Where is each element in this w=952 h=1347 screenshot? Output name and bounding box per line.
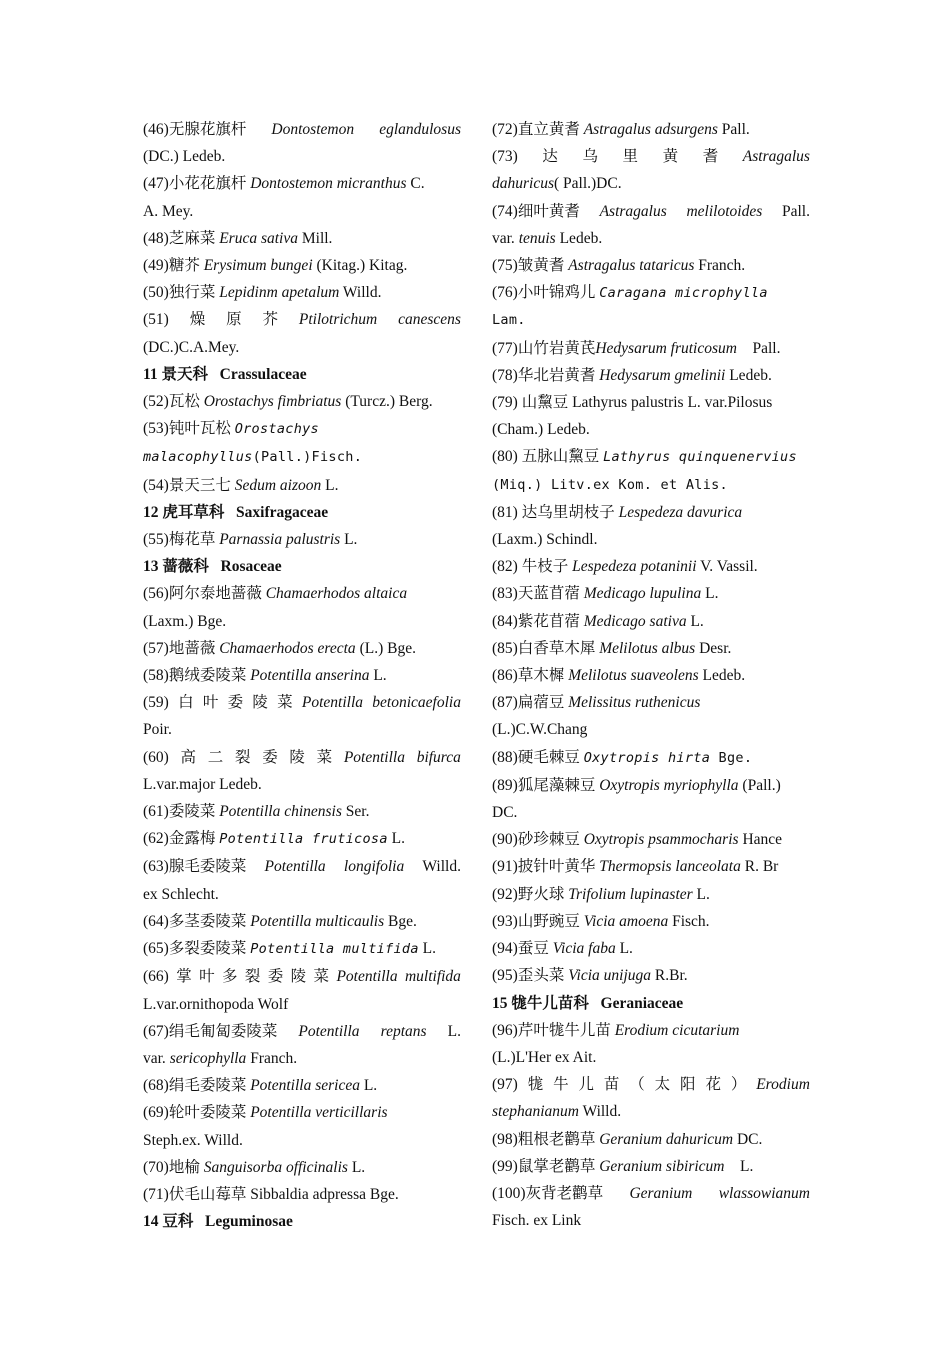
list-item: (52)瓦松 Orostachys fimbriatus (Turcz.) Berg. — [143, 393, 433, 411]
list-item: (57)地蔷薇 Chamaerhodos erecta (L.) Bge. — [143, 639, 416, 657]
list-item: (88)硬毛棘豆 Oxytropis hirta Bge. — [492, 748, 753, 766]
family-heading: 11 景天科 Crassulaceae — [143, 365, 307, 383]
list-item: (60) 高 二 裂 委 陵 菜 Potentilla bifurca — [143, 748, 461, 766]
list-item: (87)扁蓿豆 Melissitus ruthenicus — [492, 694, 701, 712]
list-item: (92)野火球 Trifolium lupinaster L. — [492, 885, 710, 903]
list-item: (50)独行菜 Lepidinm apetalum Willd. — [143, 284, 382, 302]
list-item: (68)绢毛委陵菜 Potentilla sericea L. — [143, 1077, 378, 1095]
list-item: (96)芹叶牻牛儿苗 Erodium cicutarium — [492, 1021, 740, 1039]
left-column — [143, 116, 461, 1235]
list-item-continuation: Steph.ex. Willd. — [143, 1131, 243, 1149]
list-item-continuation: dahuricus( Pall.)DC. — [492, 175, 622, 193]
list-item: (79) 山黧豆 Lathyrus palustris L. var.Pilosus — [492, 394, 773, 412]
list-item: (55)梅花草 Parnassia palustris L. — [143, 531, 358, 549]
list-item: (95)歪头菜 Vicia unijuga R.Br. — [492, 967, 688, 985]
list-item-continuation: (Laxm.) Bge. — [143, 612, 227, 630]
list-item: (56)阿尔泰地蔷薇 Chamaerhodos altaica — [143, 585, 408, 603]
list-item: (81) 达乌里胡枝子 Lespedeza davurica — [492, 503, 743, 521]
list-item-continuation: stephanianum Willd. — [492, 1103, 622, 1121]
list-item: (76)小叶锦鸡儿 Caragana microphylla — [492, 284, 768, 302]
list-item: (91)披针叶黄华 Thermopsis lanceolata R. Br — [492, 858, 779, 876]
family-heading: 12 虎耳草科 Saxifragaceae — [143, 503, 329, 521]
list-item-continuation: A. Mey. — [143, 202, 194, 220]
list-item-continuation: (DC.) Ledeb. — [143, 148, 226, 166]
list-item: (94)蚕豆 Vicia faba L. — [492, 940, 633, 958]
list-item: (86)草木樨 Melilotus suaveolens Ledeb. — [492, 667, 746, 685]
list-item-continuation: (Laxm.) Schindl. — [492, 531, 598, 549]
list-item: (82) 牛枝子 Lespedeza potaninii V. Vassil. — [492, 558, 758, 576]
list-item: (74)细叶黄耆 Astragalus melilotoides Pall. — [492, 202, 810, 220]
list-item-continuation: (Cham.) Ledeb. — [492, 421, 590, 439]
list-item-continuation: malacophyllus(Pall.)Fisch. — [143, 449, 363, 466]
list-item: (78)华北岩黄耆 Hedysarum gmelinii Ledeb. — [492, 366, 772, 384]
list-item: (51) 燥 原 芥 Ptilotrichum canescens — [143, 311, 461, 329]
list-item: (77)山竹岩黄芪Hedysarum fruticosum Pall. — [492, 339, 781, 357]
family-heading: 14 豆科 Leguminosae — [143, 1213, 293, 1231]
list-item: (58)鹅绒委陵菜 Potentilla anserina L. — [143, 667, 387, 685]
right-column — [492, 116, 810, 1234]
list-item: (89)狐尾藻棘豆 Oxytropis myriophylla (Pall.) — [492, 776, 781, 794]
list-item: (59) 白 叶 委 陵 菜 Potentilla betonicaefolia — [143, 694, 461, 712]
list-item: (99)鼠掌老鹳草 Geranium sibiricum L. — [492, 1157, 754, 1175]
list-item: (84)紫花苜蓿 Medicago sativa L. — [492, 612, 704, 630]
list-item-continuation: L.var.major Ledeb. — [143, 775, 262, 793]
list-item: (85)白香草木犀 Melilotus albus Desr. — [492, 639, 732, 657]
list-item: (83)天蓝苜蓿 Medicago lupulina L. — [492, 585, 719, 603]
list-item-continuation: Fisch. ex Link — [492, 1212, 582, 1230]
list-item-continuation: var. tenuis Ledeb. — [492, 229, 603, 247]
list-item-continuation: L.var.ornithopoda Wolf — [143, 995, 289, 1013]
list-item: (63)腺毛委陵菜 Potentilla longifolia Willd. — [143, 858, 461, 876]
list-item: (54)景天三七 Sedum aizoon L. — [143, 476, 339, 494]
list-item: (90)砂珍棘豆 Oxytropis psammocharis Hance — [492, 831, 783, 849]
list-item-continuation: (Miq.) Litv.ex Kom. et Alis. — [492, 476, 728, 493]
list-item: (80) 五脉山黧豆 Lathyrus quinquenervius — [492, 448, 797, 466]
list-item: (47)小花花旗杆 Dontostemon micranthus C. — [143, 175, 425, 193]
list-item-continuation: Lam. — [492, 312, 526, 329]
list-item-continuation: (L.)L'Her ex Ait. — [492, 1048, 597, 1066]
list-item: (72)直立黄耆 Astragalus adsurgens Pall. — [492, 121, 750, 138]
list-item: (48)芝麻菜 Eruca sativa Mill. — [143, 229, 333, 247]
list-item: (97) 牻 牛 儿 苗 （ 太 阳 花 ） Erodium — [492, 1076, 810, 1094]
list-item-continuation: (DC.)C.A.Mey. — [143, 338, 240, 356]
list-item-continuation: DC. — [492, 804, 518, 822]
list-item: (64)多茎委陵菜 Potentilla multicaulis Bge. — [143, 912, 417, 930]
list-item: (70)地榆 Sanguisorba officinalis L. — [143, 1158, 366, 1176]
list-item: (98)粗根老鹳草 Geranium dahuricum DC. — [492, 1130, 763, 1148]
list-item: (75)皱黄耆 Astragalus tataricus Franch. — [492, 257, 746, 275]
list-item-continuation: Poir. — [143, 721, 172, 739]
list-item: (66) 掌 叶 多 裂 委 陵 菜 Potentilla multifida — [143, 968, 461, 986]
list-item: (62)金露梅 Potentilla fruticosa L. — [143, 830, 405, 848]
list-item: (71)伏毛山莓草 Sibbaldia adpressa Bge. — [143, 1185, 399, 1203]
list-item: (73) 达 乌 里 黄 耆 Astragalus — [492, 148, 810, 166]
family-heading: 13 蔷薇科 Rosaceae — [143, 558, 282, 576]
list-item: (93)山野豌豆 Vicia amoena Fisch. — [492, 912, 710, 930]
list-item: (69)轮叶委陵菜 Potentilla verticillaris — [143, 1104, 388, 1122]
list-item-continuation: (L.)C.W.Chang — [492, 721, 588, 739]
list-item: (61)委陵菜 Potentilla chinensis Ser. — [143, 803, 370, 821]
list-item-continuation: var. sericophylla Franch. — [143, 1049, 298, 1067]
list-item: (65)多裂委陵菜 Potentilla multifida L. — [143, 940, 436, 958]
list-item-continuation: ex Schlecht. — [143, 885, 219, 903]
list-item: (46)无腺花旗杆 Dontostemon eglandulosus — [143, 121, 461, 138]
list-item: (49)糖芥 Erysimum bungei (Kitag.) Kitag. — [143, 257, 408, 275]
family-heading: 15 牻牛儿苗科 Geraniaceae — [492, 994, 684, 1012]
list-item: (67)绢毛匍匐委陵菜 Potentilla reptans L. — [143, 1022, 461, 1040]
list-item: (53)钝叶瓦松 Orostachys — [143, 420, 319, 438]
list-item: (100)灰背老鹳草 Geranium wlassowianum — [492, 1184, 810, 1202]
